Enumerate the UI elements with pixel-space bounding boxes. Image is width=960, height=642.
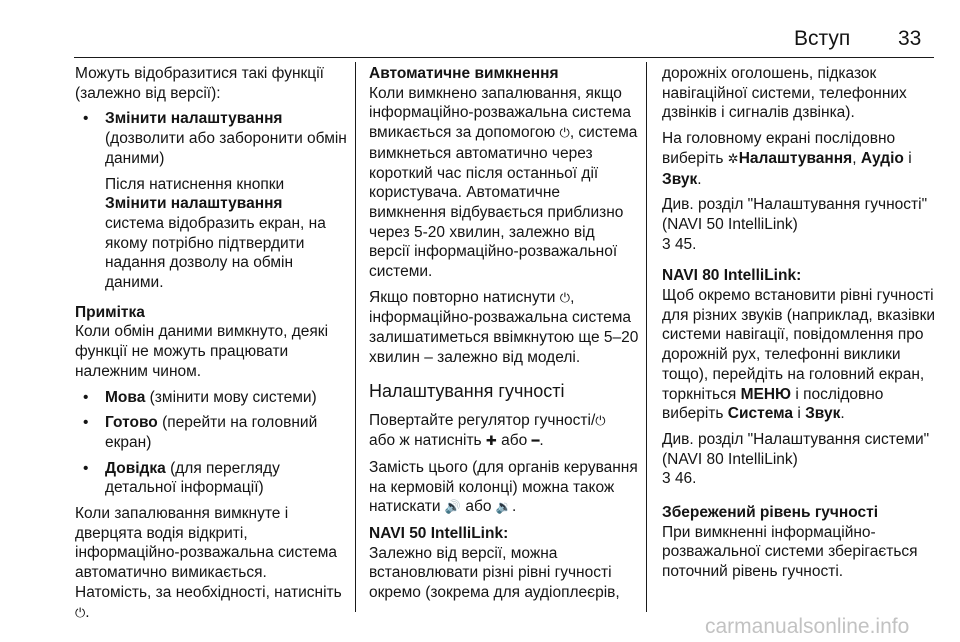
subheading: NAVI 80 IntelliLink: (662, 267, 802, 285)
text: , (852, 149, 857, 167)
section-heading: Налаштування гучності (369, 380, 565, 401)
page-reference[interactable]: 46. (674, 470, 697, 488)
text: Якщо повторно натиснути (369, 288, 556, 306)
text: Замість цього (для органів керування на кермовій колонці) можна також натискати (369, 458, 638, 516)
bold-term: Змінити налаштування (105, 195, 283, 213)
option-desc: (дозволити або заборонити обмін даними) (105, 130, 347, 167)
gear-icon: ✲ (727, 151, 739, 167)
text: . (697, 170, 702, 188)
option-desc: (для перегляду детальної інформації) (105, 459, 280, 497)
outro-text (75, 504, 347, 623)
text: Повертайте регулятор гучності/ (369, 411, 596, 429)
text: і послідовно виберіть (662, 385, 884, 423)
bold-term: МЕНЮ (740, 385, 792, 403)
list-item (75, 109, 347, 168)
bold-term: Система (727, 405, 794, 423)
paragraph (369, 64, 639, 282)
paragraph (369, 458, 639, 518)
subheading: NAVI 50 IntelliLink: (369, 525, 509, 543)
paragraph (369, 411, 639, 452)
paragraph: дорожніх оголошень, підказок навігаційної системи, телефонних дзвінків і сигналів дзвінка). (662, 65, 907, 122)
text: . (511, 498, 517, 516)
text: або ж натисніть (369, 432, 482, 450)
option-title: Довідка (105, 459, 166, 477)
note-text: Коли обмін даними вимкнуто, деякі функції не можуть працювати належним чином. (75, 323, 329, 380)
text: , система вимкнеться автоматично через короткий час після останньої дії користувача. Автоматичне вимкнення відбувається приблизно через 5-20 хвилин, залежно від версії інформаційно-розважальної системи. (369, 124, 638, 281)
text: система відобразить екран, на якому потрібно підтвердити надання дозволу на обмін даними. (105, 214, 326, 292)
minus-icon: ━ (531, 434, 540, 450)
text: . (539, 432, 544, 450)
list-item (75, 459, 347, 498)
column-3 (662, 64, 938, 588)
paragraph (369, 288, 639, 368)
option-desc: (змінити мову системи) (149, 388, 317, 406)
subheading: Збережений рівень гучності (662, 504, 879, 522)
bold-term: Налаштування (738, 149, 853, 167)
text: . (840, 405, 845, 423)
bold-term: Звук (805, 405, 841, 423)
paragraph (662, 503, 938, 582)
option-desc: (перейти на головний екран) (105, 414, 318, 451)
text: Коли запалювання вимкнуте і дверцята водія відкриті, інформаційно-розважальна система автоматично вимикається. Натомість, за необхідності, натисніть (75, 505, 342, 601)
text: Коли вимкнено запалювання, якщо інформаційно-розважальна система вмикається за допомогою (369, 84, 632, 142)
power-icon: ⏻ (559, 126, 570, 142)
bold-term: Звук (662, 170, 698, 188)
note-title: Примітка (75, 303, 145, 321)
power-icon: ⏻ (559, 290, 571, 306)
text: Після натиснення кнопки (105, 175, 285, 193)
paragraph (75, 175, 347, 293)
paragraph (662, 266, 938, 424)
plus-icon: ✚ (485, 434, 497, 450)
list-item (75, 388, 347, 408)
text: При вимкненні інформаційно-розважальної системи зберігається поточний рівень гучності. (662, 523, 918, 581)
column-divider-2 (646, 62, 647, 612)
note (75, 303, 347, 382)
page-header (0, 0, 960, 57)
option-title: Мова (105, 388, 146, 406)
paragraph (662, 430, 938, 489)
paragraph (662, 195, 938, 254)
paragraph (662, 129, 938, 189)
option-title: Готово (105, 414, 158, 432)
power-icon: ⏻ (595, 413, 606, 429)
intro-text: Можуть відобразитися такі функції (залежно від версії): (75, 65, 324, 102)
column-1 (75, 64, 347, 629)
page-number: 33 (898, 27, 922, 50)
watermark: carmanualsonline.info (705, 615, 910, 638)
text: На головному екрані послідовно виберіть (662, 130, 896, 167)
column-divider-1 (355, 62, 356, 612)
subheading: Автоматичне вимкнення (369, 65, 559, 82)
text: Див. розділ "Налаштування системи" (NAVI 80 IntelliLink) (662, 430, 930, 468)
page-reference[interactable]: 45. (674, 235, 697, 253)
text: . (85, 603, 90, 621)
text: або (465, 498, 492, 516)
text: , інформаційно-розважальна система залишатиметься ввімкнутою ще 5–20 хвилин – залежно від моделі. (369, 288, 639, 366)
text: і (908, 149, 912, 167)
volume-up-icon: 🔊 (444, 500, 462, 516)
header-rule (74, 57, 934, 58)
bold-term: Аудіо (860, 149, 904, 167)
section-title: Вступ (794, 27, 851, 50)
reference-arrow-icon: 3 (662, 235, 671, 253)
paragraph (369, 524, 639, 603)
text: Щоб окремо встановити рівні гучності для різних звуків (наприклад, вказівки системи навігації, повідомлення про дорожній рух, телефонні виклики тощо), перейдіть на головний екран, торкніться (662, 287, 936, 403)
text: або (501, 432, 528, 450)
reference-arrow-icon: 3 (662, 470, 671, 488)
list-item (75, 413, 347, 452)
option-title: Змінити налаштування (105, 110, 283, 128)
text: Залежно від версії, можна встановлювати різні рівні гучності окремо (зокрема для аудіоплеєрів, (369, 544, 620, 602)
text: Див. розділ "Налаштування гучності" (NAVI 50 IntelliLink) (662, 196, 928, 233)
volume-down-icon: 🔉 (495, 500, 512, 516)
text: і (797, 405, 801, 423)
column-2 (369, 64, 639, 609)
power-icon: ⏻ (75, 605, 86, 621)
